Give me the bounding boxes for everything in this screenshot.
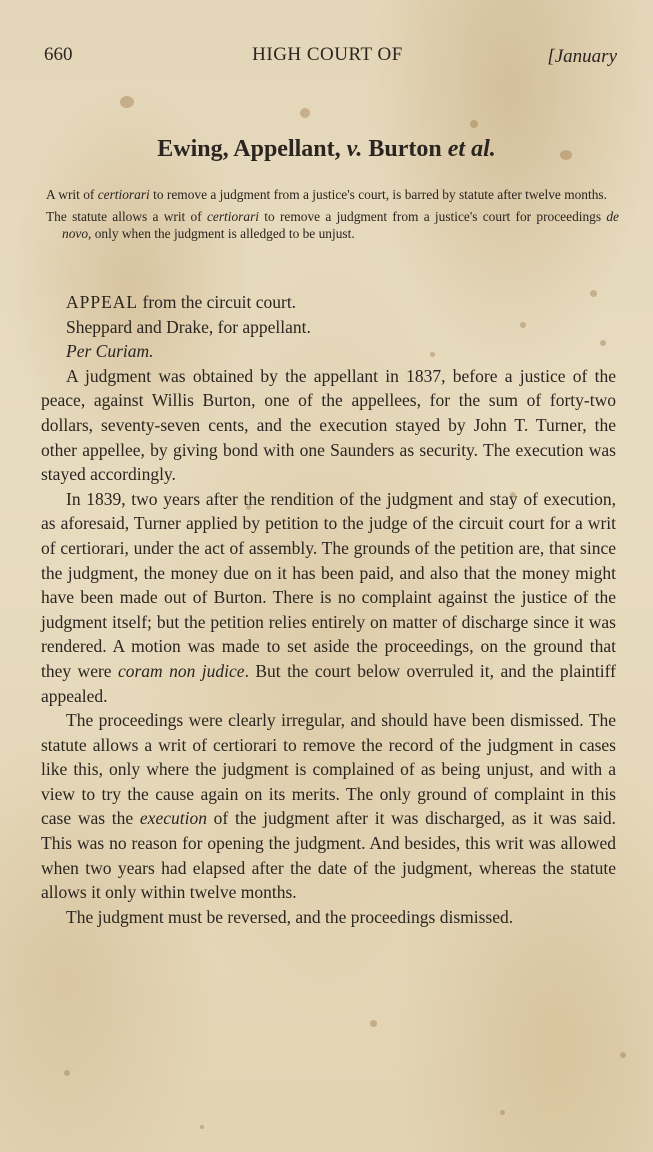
case-title-parties: Ewing, Appellant,: [157, 136, 341, 162]
paragraph-italic: execution: [139, 808, 207, 829]
page-number: 660: [44, 44, 73, 65]
stain-spot: [370, 1020, 377, 1027]
stain-spot: [200, 1125, 204, 1129]
headnote-italic: certiorari: [97, 187, 150, 202]
case-title: [0, 136, 653, 163]
stain-spot: [500, 1110, 505, 1115]
headnotes: [46, 186, 619, 247]
stain-spot: [620, 1052, 626, 1058]
paragraph-4: The judgment must be reversed, and the proceedings dismissed.: [66, 906, 514, 927]
paragraph-2: [41, 487, 616, 708]
appeal-line: [41, 290, 616, 315]
headnote: [46, 208, 619, 243]
case-title-respondent: Burton: [368, 136, 442, 162]
term-month: [January: [547, 46, 617, 67]
paragraph-italic: coram non judice: [117, 660, 245, 681]
paragraph-1: A judgment was obtained by the appellant in 1837, before a justice of the peace, against Willis Burton, one of the appellees, for the sum of forty-two dollars, seventy-seven cents, and the execution stayed by John T. Turner, the other appellee, by giving bond with one Saunders as security. The execution was stayed accordingly.: [41, 365, 616, 485]
appeal-rest: from the circuit court.: [138, 292, 297, 312]
stain-spot: [300, 108, 310, 118]
paragraph-text: The proceedings were clearly irregular, and should have been dismissed. The statute allows a writ of certiorari to remove the record of the judgment in cases like this, only where the judgment is complained of as being unjust, and with a view to try the cause again on its merits. The only ground of complaint in this case was the: [41, 710, 616, 829]
per-curiam: Per Curiam.: [66, 341, 154, 362]
stain-spot: [64, 1070, 70, 1076]
headnote-text: to remove a judgment from a justice's court for proceedings: [259, 208, 607, 224]
running-header: [38, 44, 617, 72]
headnote-text: , only when the judgment is alledged to be unjust.: [88, 226, 355, 241]
case-title-et-al: et al.: [447, 136, 496, 162]
paragraph-text: . But the court below overruled it, and the plaintiff appealed.: [41, 660, 616, 706]
case-title-versus: v.: [346, 136, 363, 162]
counsel-line: Sheppard and Drake, for appellant.: [66, 316, 311, 337]
headnote-text: The statute allows a writ of: [46, 208, 207, 224]
opinion-body: [41, 290, 616, 929]
paragraph-text: of the judgment after it was discharged, as it was said. This was no reason for opening the judgment. And besides, this writ was allowed when two years had elapsed after the date of the judgment, whereas the statute allows it only within twelve months.: [41, 808, 616, 903]
court-heading: HIGH COURT OF: [252, 44, 403, 65]
headnote-text: A writ of: [46, 187, 98, 202]
stain-spot: [120, 96, 134, 108]
headnote: [46, 186, 619, 204]
paragraph-text: In 1839, two years after the rendition of the judgment and stay of execution, as aforesaid, Turner applied by petition to the judge of the circuit court for a writ of certiorari, under the act of assembly. The grounds of the petition are, that since the judgment, the money due on it has been paid, and also that the money might have been made out of Burton. There is no complaint against the justice of the judgment itself; but the petition relies entirely on matter of discharge since it was rendered. A motion was made to set aside the proceedings, on the ground that they were: [41, 488, 616, 681]
headnote-text: to remove a judgment from a justice's court, is barred by statute after twelve months.: [149, 187, 607, 202]
appeal-word: APPEAL: [66, 292, 139, 312]
headnote-italic: certiorari: [206, 208, 260, 224]
paragraph-3: [41, 708, 616, 905]
headnote-italic: de novo: [62, 208, 619, 241]
stain-spot: [470, 120, 478, 128]
